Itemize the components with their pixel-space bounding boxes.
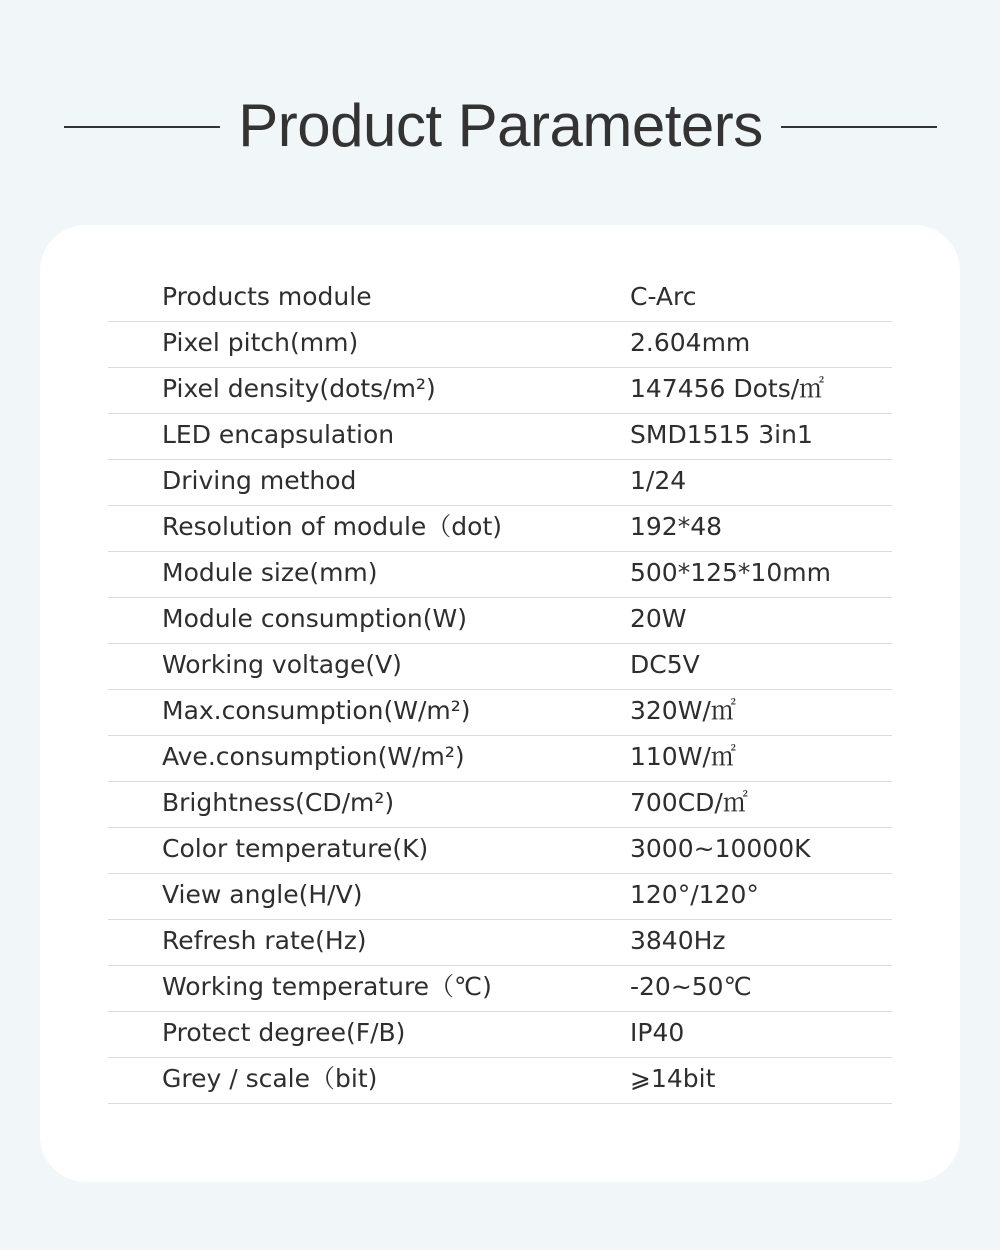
parameter-name: Protect degree(F/B) [162, 1018, 406, 1047]
header [0, 88, 1000, 168]
parameter-name: Refresh rate(Hz) [162, 926, 367, 955]
parameter-value: 1/24 [630, 466, 687, 495]
parameter-value: DC5V [630, 650, 700, 679]
table-row [108, 782, 892, 828]
parameter-value: 3840Hz [630, 926, 726, 955]
parameter-value: 192*48 [630, 512, 723, 541]
parameter-name: Ave.consumption(W/m²) [162, 742, 465, 771]
table-row [108, 552, 892, 598]
parameters-card [40, 225, 960, 1182]
parameter-value: SMD1515 3in1 [630, 420, 813, 449]
table-row [108, 690, 892, 736]
parameter-value: 20W [630, 604, 687, 633]
page-title: Product Parameters [238, 92, 763, 159]
parameter-name: Color temperature(K) [162, 834, 429, 863]
table-row [108, 736, 892, 782]
parameter-value: 2.604mm [630, 328, 751, 357]
parameter-name: Grey / scale（bit) [162, 1064, 378, 1093]
table-row [108, 506, 892, 552]
table-row [108, 966, 892, 1012]
parameter-value: IP40 [630, 1018, 685, 1047]
parameter-name: Working voltage(V) [162, 650, 402, 679]
parameter-value: -20~50℃ [630, 972, 752, 1001]
parameter-name: Pixel pitch(mm) [162, 328, 359, 357]
parameter-name: Pixel density(dots/m²) [162, 374, 436, 403]
parameter-value: 120°/120° [630, 880, 759, 909]
table-row [108, 644, 892, 690]
parameter-value: 700CD/㎡ [630, 788, 748, 817]
parameter-name: Max.consumption(W/m²) [162, 696, 471, 725]
table-row [108, 828, 892, 874]
table-row [108, 1012, 892, 1058]
parameter-name: Brightness(CD/m²) [162, 788, 395, 817]
table-row [108, 460, 892, 506]
parameter-value: 3000~10000K [630, 834, 811, 863]
parameter-value: C-Arc [630, 282, 697, 311]
parameter-name: Module size(mm) [162, 558, 378, 587]
table-row [108, 414, 892, 460]
table-row [108, 1058, 892, 1104]
parameter-value: 500*125*10mm [630, 558, 831, 587]
parameter-name: Resolution of module（dot) [162, 512, 503, 541]
parameter-name: Products module [162, 282, 372, 311]
table-row [108, 368, 892, 414]
parameter-name: Driving method [162, 466, 357, 495]
table-row [108, 276, 892, 322]
title-divider-left [64, 126, 220, 128]
title-divider-right [781, 126, 937, 128]
parameter-value: 147456 Dots/㎡ [630, 374, 825, 403]
parameter-name: Working temperature（℃) [162, 972, 492, 1001]
parameter-value: 320W/㎡ [630, 696, 736, 725]
parameter-value: 110W/㎡ [630, 742, 736, 771]
parameters-table [108, 276, 892, 1104]
parameter-name: View angle(H/V) [162, 880, 363, 909]
parameter-name: LED encapsulation [162, 420, 395, 449]
parameter-value: ⩾14bit [630, 1064, 716, 1093]
table-row [108, 874, 892, 920]
table-row [108, 920, 892, 966]
table-row [108, 598, 892, 644]
table-row [108, 322, 892, 368]
parameter-name: Module consumption(W) [162, 604, 467, 633]
